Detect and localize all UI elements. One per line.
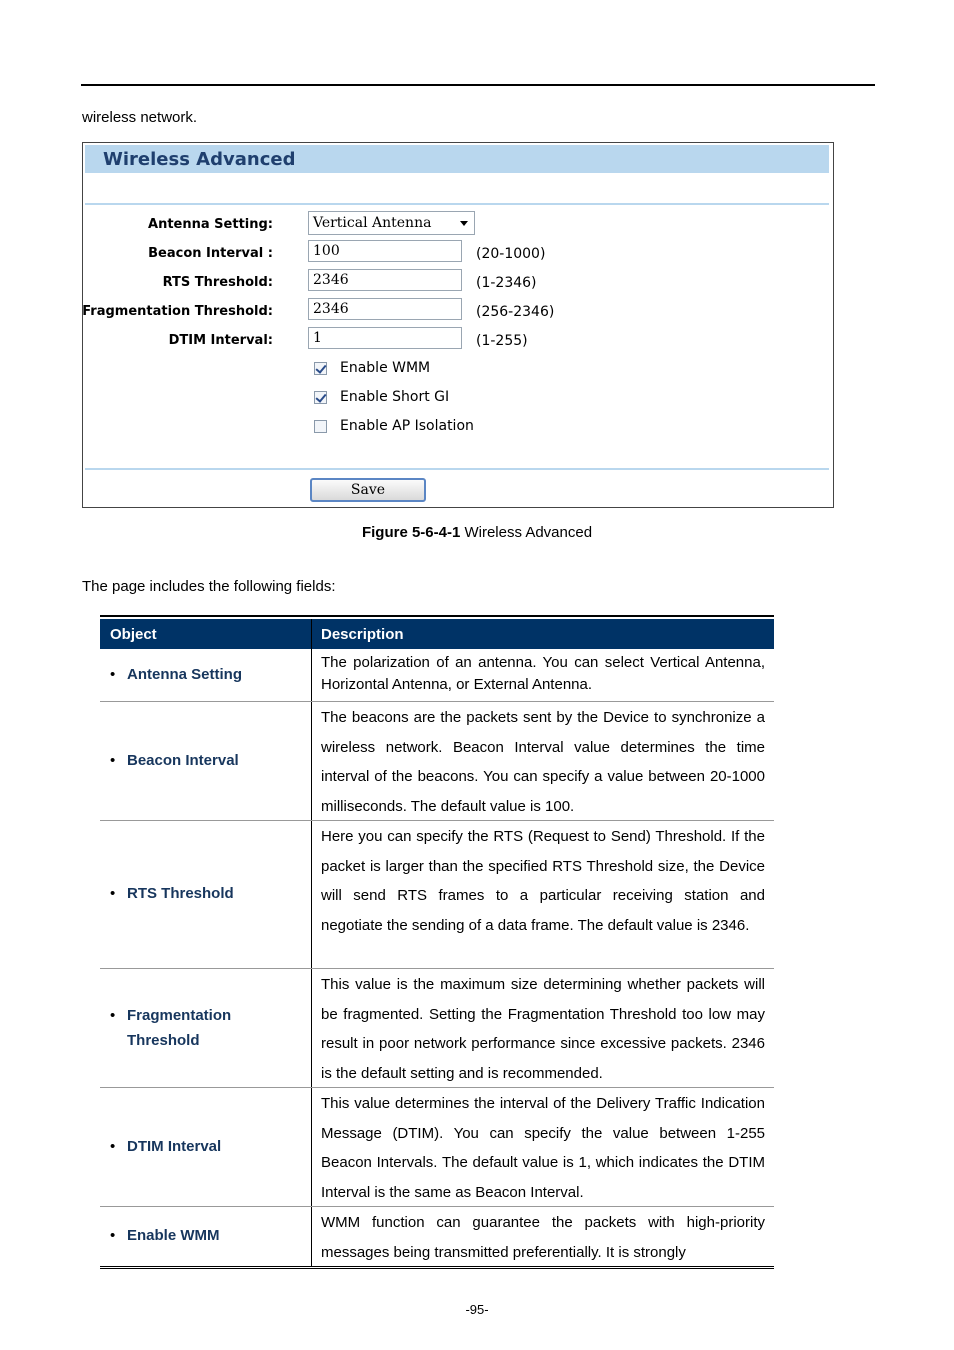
dtim-interval-label: DTIM Interval: — [168, 333, 273, 348]
table-bottom-rule — [100, 1266, 774, 1269]
enable-short-gi-checkbox[interactable] — [314, 391, 327, 404]
rts-threshold-label: RTS Threshold: — [162, 275, 273, 290]
row-divider — [100, 701, 774, 702]
panel-title: Wireless Advanced — [103, 149, 296, 170]
beacon-interval-input[interactable]: 100 — [308, 240, 462, 262]
rts-threshold-range: (1-2346) — [476, 275, 537, 291]
antenna-setting-value: Vertical Antenna — [313, 215, 432, 231]
fragmentation-threshold-label: Fragmentation Threshold: — [82, 304, 273, 319]
chevron-down-icon — [460, 221, 468, 226]
fields-intro: The page includes the following fields: — [82, 578, 336, 595]
header-rule — [81, 84, 875, 86]
antenna-setting-select[interactable] — [308, 211, 475, 235]
save-button[interactable]: Save — [310, 478, 426, 502]
row-object: • DTIM Interval — [110, 1138, 222, 1155]
checkmark-icon — [315, 391, 326, 403]
checkmark-icon — [315, 362, 326, 374]
dtim-interval-range: (1-255) — [476, 333, 528, 349]
page-number: -95- — [465, 1302, 489, 1317]
fragmentation-threshold-range: (256-2346) — [476, 304, 555, 320]
row-divider — [100, 968, 774, 969]
column-divider — [311, 619, 312, 1266]
figure-number: Figure 5-6-4-1 — [361, 524, 461, 541]
intro-text: wireless network. — [82, 109, 198, 126]
row-object: • Beacon Interval — [110, 752, 239, 769]
rts-threshold-input[interactable]: 2346 — [308, 269, 462, 291]
row-divider — [100, 1087, 774, 1088]
figure-title: Wireless Advanced — [460, 524, 593, 541]
antenna-setting-label: Antenna Setting: — [148, 217, 273, 232]
row-description: The polarization of an antenna. You can select Vertical Antenna, Horizontal Antenna, or External Antenna. — [321, 654, 765, 693]
row-description: This value is the maximum size determining whether packets will be fragmented. Setting the Fragmentation Threshold too low may result in poor network performance since excessive packets. 2346 is the default setting and is recommended. — [321, 976, 765, 1082]
enable-ap-isolation-checkbox[interactable] — [314, 420, 327, 433]
row-description: The beacons are the packets sent by the Device to synchronize a wireless network. Beacon Interval value determines the time interval of the beacons. You can specify a value between 20-1000 milliseconds. The default value is 100. — [321, 709, 765, 815]
fragmentation-threshold-input[interactable]: 2346 — [308, 298, 462, 320]
enable-wmm-label: Enable WMM — [340, 360, 431, 376]
column-header-description: Description — [321, 626, 404, 643]
wireless-advanced-panel — [82, 142, 834, 508]
enable-ap-isolation-label: Enable AP Isolation — [340, 418, 474, 434]
panel-divider-top — [85, 203, 829, 205]
panel-divider-bottom — [85, 468, 829, 470]
beacon-interval-range: (20-1000) — [476, 246, 546, 262]
row-object: • Fragmentation Threshold — [110, 1007, 232, 1049]
row-description: This value determines the interval of the Delivery Traffic Indication Message (DTIM). You can specify the value between 1-255 Beacon Intervals. The default value is 1, which indicates the DTIM Interval is the same as Beacon Interval. — [321, 1095, 765, 1201]
beacon-interval-label: Beacon Interval : — [148, 246, 273, 261]
row-object: • RTS Threshold — [110, 885, 234, 902]
table-header — [100, 619, 774, 649]
panel-header — [85, 145, 829, 173]
table-top-rule — [100, 615, 774, 617]
row-object: • Antenna Setting — [110, 666, 242, 683]
enable-short-gi-label: Enable Short GI — [340, 389, 450, 405]
dtim-interval-input[interactable]: 1 — [308, 327, 462, 349]
row-divider — [100, 1206, 774, 1207]
enable-wmm-checkbox[interactable] — [314, 362, 327, 375]
row-description: Here you can specify the RTS (Request to Send) Threshold. If the packet is larger than the specified RTS Threshold size, the Device will send RTS frames to a particular receiving station and negotiate the sending of a data frame. The default value is 2346. — [321, 828, 765, 934]
figure-caption — [0, 524, 954, 541]
row-divider — [100, 820, 774, 821]
column-header-object: Object — [110, 626, 157, 643]
row-description: WMM function can guarantee the packets with high-priority messages being transmitted preferentially. It is strongly — [321, 1214, 765, 1261]
row-object: • Enable WMM — [110, 1227, 220, 1244]
